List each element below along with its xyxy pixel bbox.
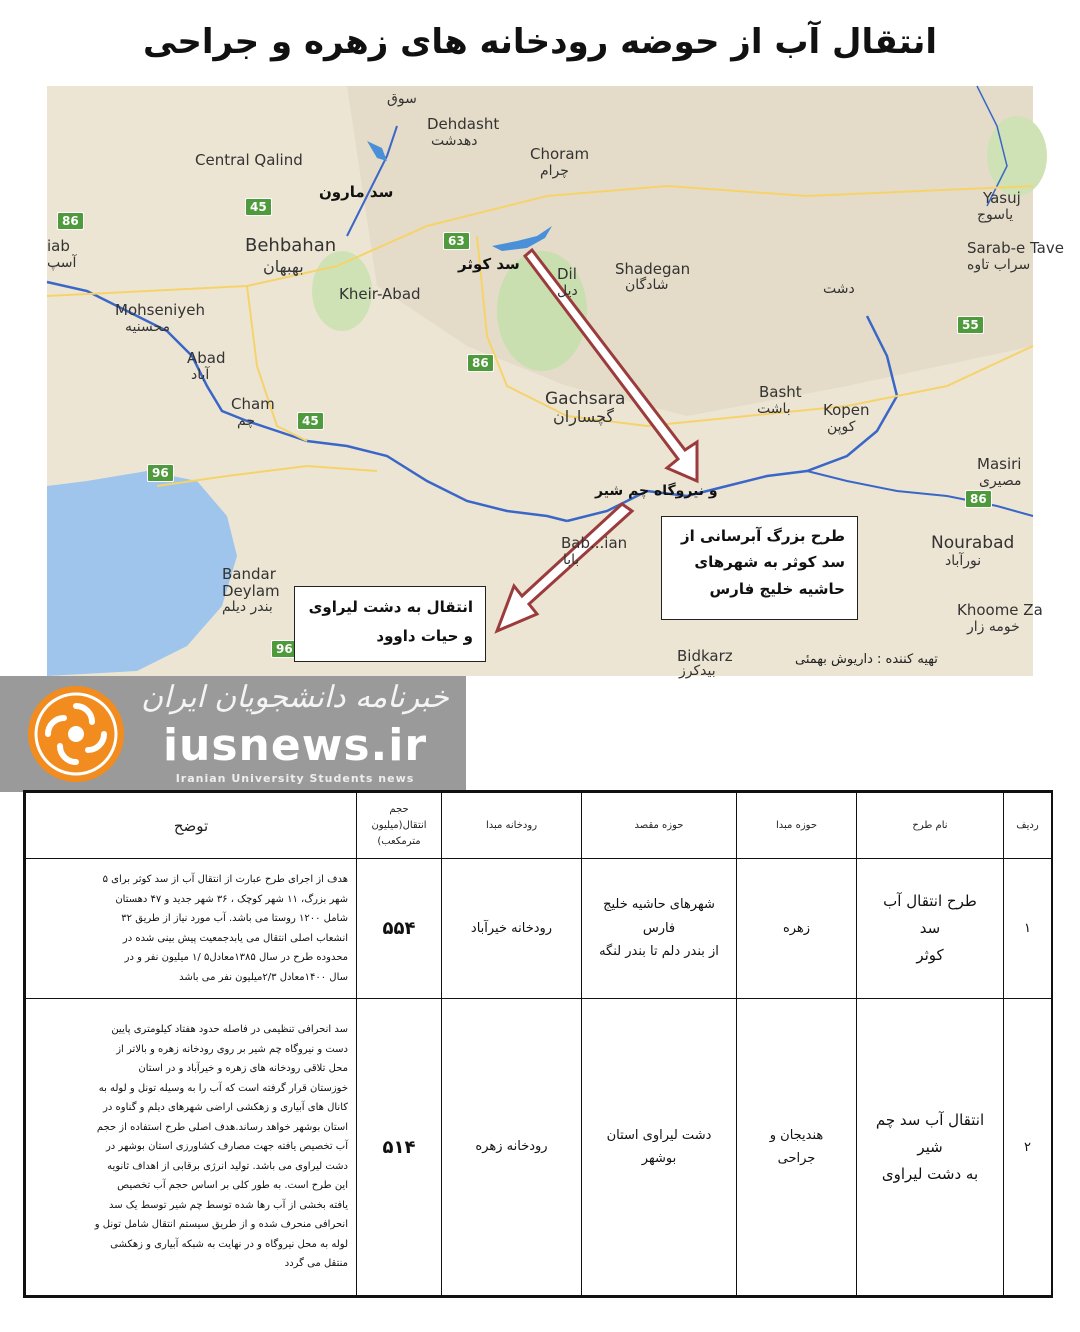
cell-source-river: رودخانه خیرآباد: [442, 859, 582, 999]
place-jab-en: iab: [47, 237, 70, 255]
place-nourabad-fa: نورآباد: [945, 553, 982, 569]
cell-project-name-line: به دشت لیراوی: [881, 1164, 979, 1183]
cell-project-name-line: کوثر: [916, 946, 944, 964]
road-shield: 55: [957, 316, 984, 334]
place-dehdasht-en: Dehdasht: [427, 115, 500, 133]
description-line: هدف از اجرای طرح عبارت از انتقال آب از سد کوثر برای ۵: [102, 874, 348, 885]
header-volume-line2: انتقال(میلیون: [371, 819, 427, 831]
place-masiri-fa: مصیری: [979, 473, 1022, 489]
annotation-kowsar-dam: سد کوثر: [458, 255, 520, 273]
road-shield: 86: [57, 212, 84, 230]
callout-liravi-line2: و حیات داوود: [376, 626, 473, 645]
cell-destination-line: دشت لیراوی استان: [606, 1127, 712, 1143]
watermark-domain: iusnews.ir: [162, 720, 428, 771]
place-dil-fa: دیل: [557, 283, 578, 299]
cell-project-name-line: طرح انتقال آب سد: [883, 892, 977, 937]
road-shield: 96: [271, 640, 298, 658]
place-yasuj-fa: یاسوج: [977, 207, 1014, 223]
place-mohsenieh-fa: محسنیه: [125, 319, 170, 335]
description-line: کانال های آبیاری و زهکشی اراضی شهرهای دیلم و گناوه در: [103, 1102, 348, 1114]
callout-kowsar-line3: حاشیه خلیج فارس: [709, 579, 845, 598]
cell-project-name: [857, 999, 1004, 1296]
annotation-maroon-dam: سد مارون: [319, 183, 394, 201]
road-shield: 45: [297, 412, 324, 430]
place-dehdasht-fa: دهدشت: [431, 133, 478, 149]
cell-destination-line: از بندر دلم تا بندر لنگه: [599, 944, 719, 960]
place-behbahan-fa: بهبهان: [263, 257, 304, 276]
description-line: یافته بخشی از آب رها شده توسط چم شیر توسط یک سد: [108, 1199, 348, 1211]
description-line: سد انحرافی تنظیمی در فاصله حدود هفتاد کیلومتری پایین: [111, 1024, 348, 1036]
place-kopen-fa: کوپن: [827, 419, 856, 435]
page-title: انتقال آب از حوضه رودخانه های زهره و جراحی: [142, 22, 938, 62]
place-sarabetaveh-en: Sarab-e Tave: [967, 239, 1064, 257]
header-source-basin: حوزه مبدا: [737, 793, 857, 859]
header-destination-basin: حوزه مقصد: [582, 793, 737, 859]
place-cham-fa: چم: [237, 413, 255, 429]
cell-volume: ۵۵۴: [357, 859, 442, 999]
description-line: دست و نیروگاه چم شیر بر روی رودخانه زهره و بالاتر از: [116, 1043, 348, 1055]
place-kheirabad: Kheir-Abad: [339, 285, 421, 303]
road-shield: 63: [443, 232, 470, 250]
place-nourabad-en: Nourabad: [931, 533, 1015, 553]
road-shield: 86: [965, 490, 992, 508]
header-volume-line1: حجم: [389, 803, 409, 815]
place-mohsenieh-en: Mohseniyeh: [115, 301, 205, 319]
place-basht-en: Basht: [759, 383, 802, 401]
road-shield: 45: [245, 198, 272, 216]
header-volume: [357, 793, 442, 859]
place-khoomeh-fa: خومه زار: [967, 619, 1020, 635]
place-shadegan-en: Shadegan: [615, 260, 691, 278]
place-yasuj-en: Yasuj: [983, 189, 1021, 207]
place-cham-en: Cham: [231, 395, 275, 413]
place-abad-en: Abad: [187, 349, 226, 367]
cell-destination-basin: [582, 859, 737, 999]
cell-destination-line: شهرهای حاشیه خلیج: [603, 897, 715, 913]
description-line: لوله به محل نیروگاه و در نهایت به شبکه آبیاری و زهکشی: [110, 1238, 348, 1250]
cell-source-basin-line: هندیجان و: [769, 1127, 824, 1143]
watermark: [0, 676, 466, 792]
cell-source-basin-line: جراحی: [777, 1151, 816, 1166]
cell-project-name: [857, 859, 1004, 999]
callout-kowsar-line1: طرح بزرگ آبرسانی از: [681, 527, 845, 545]
iusnews-logo-icon: [26, 684, 126, 784]
callout-liravi-line1: انتقال به دشت لیراوی: [308, 598, 473, 616]
place-kopen-en: Kopen: [823, 401, 870, 419]
cell-description: [26, 859, 357, 999]
table-row: [26, 999, 1052, 1296]
place-soogh-fa: سوق: [387, 91, 417, 107]
place-deylam-fa: بندر دیلم: [222, 599, 273, 615]
place-sarabetaveh-fa: سراب تاوه: [967, 257, 1031, 273]
place-dil-en: Dil: [557, 265, 577, 283]
cell-destination-line: فارس: [642, 920, 676, 936]
cell-destination-basin: [582, 999, 737, 1296]
place-abad-fa: آباد: [191, 367, 210, 383]
road-shield: 86: [467, 354, 494, 372]
table-row: [26, 859, 1052, 999]
place-bandar-en: Bandar: [222, 565, 276, 583]
annotation-chamshir: و نیروگاه چم شیر: [595, 483, 718, 499]
description-line: شامل ۱۲۰۰ روستا می باشد. آب مورد نیاز از طریق ۳۲: [121, 913, 348, 924]
header-project-name: نام طرح: [857, 793, 1004, 859]
place-masiri-en: Masiri: [977, 455, 1022, 473]
place-dasht-fa: دشت: [823, 281, 855, 297]
place-basht-fa: باشت: [757, 401, 791, 417]
table-header-row: [26, 793, 1052, 859]
map: [47, 86, 1064, 679]
place-jab-fa: آسپ: [47, 255, 77, 271]
header-volume-line3: مترمکعب): [377, 835, 421, 847]
place-deylam-en: Deylam: [222, 582, 280, 600]
cell-row-number: ۱: [1004, 859, 1052, 999]
cell-row-number: ۲: [1004, 999, 1052, 1296]
description-line: این طرح است. به طور کلی بر اساس حجم آب تخصیص: [117, 1180, 348, 1192]
map-credit: تهیه کننده : داریوش بهمئی: [795, 652, 938, 667]
cell-description: [26, 999, 357, 1296]
place-bidkarz-fa: بیدکرز: [679, 663, 716, 679]
place-choram-en: Choram: [530, 145, 590, 163]
place-babamian-fa: بابا: [563, 552, 580, 568]
description-line: دشت لیراوی می باشد. تولید انرژی برقابی از اهداف ثانویه: [107, 1160, 348, 1172]
place-shadegan-fa: شادگان: [625, 277, 669, 293]
place-gachsaran-fa: گچساران: [553, 407, 615, 426]
watermark-fa: خبرنامه دانشجویان ایران: [141, 680, 449, 715]
cell-destination-line: بوشهر: [641, 1151, 677, 1166]
place-central-qalind: Central Qalind: [195, 151, 303, 169]
place-choram-fa: چرام: [540, 163, 569, 179]
description-line: انحرافی منحرف شده و از طریق سیستم انتقال شامل تونل و: [94, 1219, 348, 1231]
cell-source-basin: زهره: [737, 859, 857, 999]
place-gachsaran-en: Gachsara: [545, 389, 626, 409]
callout-kowsar-project: [661, 516, 858, 620]
header-source-river: رودخانه مبدا: [442, 793, 582, 859]
cell-volume: ۵۱۴: [357, 999, 442, 1296]
cell-source-river: رودخانه زهره: [442, 999, 582, 1296]
place-behbahan-en: Behbahan: [245, 235, 337, 256]
place-babamian-en: Bab...ian: [561, 534, 628, 552]
watermark-en: Iranian University Students news: [175, 772, 415, 785]
header-description: توضح: [26, 793, 357, 859]
cell-source-basin: [737, 999, 857, 1296]
projects-table: [23, 790, 1053, 1298]
description-line: سال ۱۴۰۰معادل ۲/۳میلیون نفر می باشد: [179, 971, 348, 983]
callout-liravi-transfer: [294, 586, 486, 662]
description-line: محل تلاقی رودخانه های زهره و خیرآباد و در استان: [138, 1063, 348, 1075]
cell-project-name-line: انتقال آب سد چم شیر: [875, 1110, 985, 1156]
description-line: محدوده طرح در سال ۱۳۸۵معادل۵ /۱ میلیون نفر و در: [124, 952, 348, 963]
description-line: خوزستان قرار گرفته است که آب را به وسیله تونل و لوله به: [98, 1082, 348, 1094]
place-bidkarz-en: Bidkarz: [677, 647, 733, 665]
description-line: استان بوشهر خواهد رساند.هدف اصلی طرح استفاده از حجم: [96, 1121, 348, 1133]
description-line: منتقل می گردد: [284, 1258, 348, 1270]
header-row-number: ردیف: [1004, 793, 1052, 859]
place-khoomeh-en: Khoome Za: [957, 601, 1043, 619]
road-shield: 96: [147, 464, 174, 482]
callout-kowsar-line2: سد کوثر به شهرهای: [694, 553, 845, 572]
description-line: انشعاب اصلی انتقال می یابدجمعیت پیش بینی شده در: [122, 932, 348, 944]
description-line: شهر بزرگ، ۱۱ شهر کوچک ، ۳۶ شهر جدید و ۴۷ دهستان: [115, 893, 348, 905]
description-line: آب تخصیص یافته جهت مصارف کشاورزی استان بوشهر در: [105, 1141, 348, 1153]
